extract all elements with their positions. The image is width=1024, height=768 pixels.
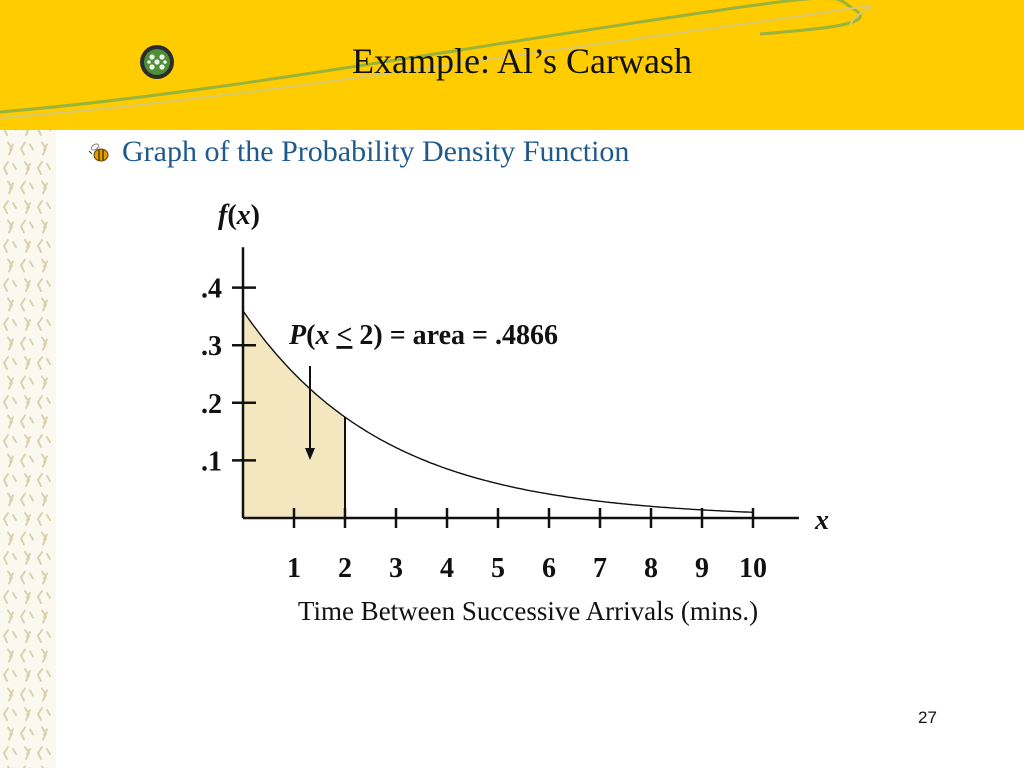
area-annotation: P(x < 2) = area = .4866	[289, 320, 558, 351]
y-tick-label-0: .1	[201, 446, 222, 478]
bullet-text: Graph of the Probability Density Function	[122, 135, 630, 168]
x-tick-labels	[287, 553, 767, 584]
y-tick-label-3: .4	[201, 273, 222, 305]
page-number: 27	[918, 708, 937, 727]
y-tick-label-1: .2	[201, 388, 222, 420]
slide-title: Example: Al’s Carwash	[352, 41, 692, 81]
x-tick-label-9: 9	[695, 553, 709, 584]
x-tick-label-8: 8	[644, 553, 658, 584]
x-axis-title: Time Between Successive Arrivals (mins.)	[297, 596, 759, 626]
y-axis-label: f(x)	[218, 200, 260, 231]
x-tick-label-2: 2	[338, 553, 352, 584]
x-tick-label-10: 10	[739, 553, 767, 584]
y-tick-label-2: .3	[201, 331, 222, 363]
x-tick-label-6: 6	[542, 553, 556, 584]
x-tick-label-5: 5	[491, 553, 505, 584]
x-tick-label-4: 4	[440, 553, 454, 584]
x-tick-label-3: 3	[389, 553, 403, 584]
x-tick-label-1: 1	[287, 553, 301, 584]
y-tick-labels	[201, 274, 222, 478]
x-tick-label-7: 7	[593, 553, 607, 584]
x-variable-label: x	[815, 505, 829, 536]
